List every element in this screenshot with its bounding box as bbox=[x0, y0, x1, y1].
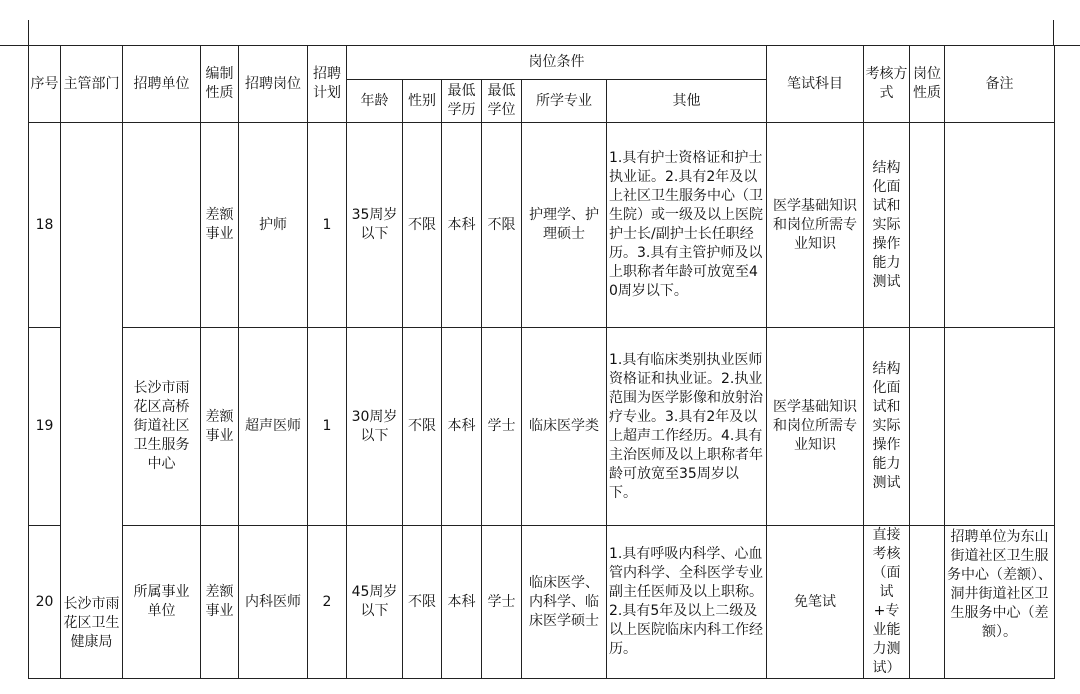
cell-gender: 不限 bbox=[403, 328, 442, 526]
cell-age: 35周岁以下 bbox=[347, 123, 403, 328]
table-row bbox=[29, 123, 1055, 328]
cell-other: 1.具有护士资格证和护士执业证。2.具有2年及以上社区卫生服务中心（卫生院）或一级及以上医院护士长/副护士长任职经历。3.具有主管护师及以上职称者年龄可放宽至40周岁以下。 bbox=[607, 123, 767, 328]
cell-other: 1.具有临床类别执业医师资格证和执业证。2.执业范围为医学影像和放射治疗专业。3.具有2年及以上超声工作经历。4.具有主治医师及以上职称者年龄可放宽至35周岁以下。 bbox=[607, 328, 767, 526]
cell-major: 临床医学、内科学、临床医学硕士 bbox=[522, 526, 607, 679]
header-dept: 主管部门 bbox=[61, 46, 123, 123]
cell-remark bbox=[945, 328, 1055, 526]
header-age: 年龄 bbox=[347, 80, 403, 123]
cell-remark bbox=[945, 123, 1055, 328]
cell-min-edu: 本科 bbox=[442, 123, 482, 328]
cell-position: 护师 bbox=[239, 123, 308, 328]
cell-plan: 1 bbox=[308, 123, 347, 328]
cell-method: 结构化面试和实际操作能力测试 bbox=[864, 328, 910, 526]
cell-position: 内科医师 bbox=[239, 526, 308, 679]
header-min-degree: 最低学位 bbox=[482, 80, 522, 123]
table-row bbox=[29, 526, 1055, 679]
cell-age: 30周岁以下 bbox=[347, 328, 403, 526]
cell-plan: 2 bbox=[308, 526, 347, 679]
cell-pos-nature bbox=[910, 123, 945, 328]
cell-nature: 差额事业 bbox=[201, 328, 239, 526]
cell-pos-nature bbox=[910, 526, 945, 679]
cell-exam: 医学基础知识和岗位所需专业知识 bbox=[767, 328, 864, 526]
cell-min-degree: 不限 bbox=[482, 123, 522, 328]
cell-unit: 所属事业单位 bbox=[123, 526, 201, 679]
cell-exam: 免笔试 bbox=[767, 526, 864, 679]
cell-unit: 长沙市雨花区高桥街道社区卫生服务中心 bbox=[123, 328, 201, 526]
header-method: 考核方式 bbox=[864, 46, 910, 123]
header-seq: 序号 bbox=[29, 46, 61, 123]
header-major: 所学专业 bbox=[522, 80, 607, 123]
cell-min-degree: 学士 bbox=[482, 328, 522, 526]
header-unit: 招聘单位 bbox=[123, 46, 201, 123]
header-plan: 招聘计划 bbox=[308, 46, 347, 123]
header-gender: 性别 bbox=[403, 80, 442, 123]
header-conditions: 岗位条件 bbox=[347, 46, 767, 80]
cell-major: 临床医学类 bbox=[522, 328, 607, 526]
cell-nature: 差额事业 bbox=[201, 123, 239, 328]
cell-min-degree: 学士 bbox=[482, 526, 522, 679]
cell-remark: 招聘单位为东山街道社区卫生服务中心（差额）、洞井街道社区卫生服务中心（差额）。 bbox=[945, 526, 1055, 679]
cell-nature: 差额事业 bbox=[201, 526, 239, 679]
cell-seq: 19 bbox=[29, 328, 61, 526]
header-nature: 编制性质 bbox=[201, 46, 239, 123]
cell-dept: 长沙市雨花区卫生健康局 bbox=[61, 123, 123, 679]
cell-age: 45周岁以下 bbox=[347, 526, 403, 679]
cell-plan: 1 bbox=[308, 328, 347, 526]
cell-exam: 医学基础知识和岗位所需专业知识 bbox=[767, 123, 864, 328]
table-row bbox=[29, 328, 1055, 526]
recruitment-table bbox=[28, 45, 1055, 679]
cell-seq: 20 bbox=[29, 526, 61, 679]
header-row-1 bbox=[29, 46, 1055, 80]
header-exam: 笔试科目 bbox=[767, 46, 864, 123]
cell-gender: 不限 bbox=[403, 526, 442, 679]
cell-method: 结构化面试和实际操作能力测试 bbox=[864, 123, 910, 328]
cell-gender: 不限 bbox=[403, 123, 442, 328]
cell-other: 1.具有呼吸内科学、心血管内科学、全科医学专业副主任医师及以上职称。2.具有5年及以上二级及以上医院临床内科工作经历。 bbox=[607, 526, 767, 679]
cell-min-edu: 本科 bbox=[442, 328, 482, 526]
header-min-edu: 最低学历 bbox=[442, 80, 482, 123]
cell-pos-nature bbox=[910, 328, 945, 526]
header-position: 招聘岗位 bbox=[239, 46, 308, 123]
cell-min-edu: 本科 bbox=[442, 526, 482, 679]
header-pos-nature: 岗位性质 bbox=[910, 46, 945, 123]
header-other: 其他 bbox=[607, 80, 767, 123]
cell-seq: 18 bbox=[29, 123, 61, 328]
cell-method: 直接考核（面试+专业能力测试） bbox=[864, 526, 910, 679]
cell-position: 超声医师 bbox=[239, 328, 308, 526]
cell-major: 护理学、护理硕士 bbox=[522, 123, 607, 328]
header-remark: 备注 bbox=[945, 46, 1055, 123]
left-corner-mark bbox=[28, 20, 29, 46]
right-corner-mark bbox=[1053, 20, 1054, 46]
cell-unit bbox=[123, 123, 201, 328]
